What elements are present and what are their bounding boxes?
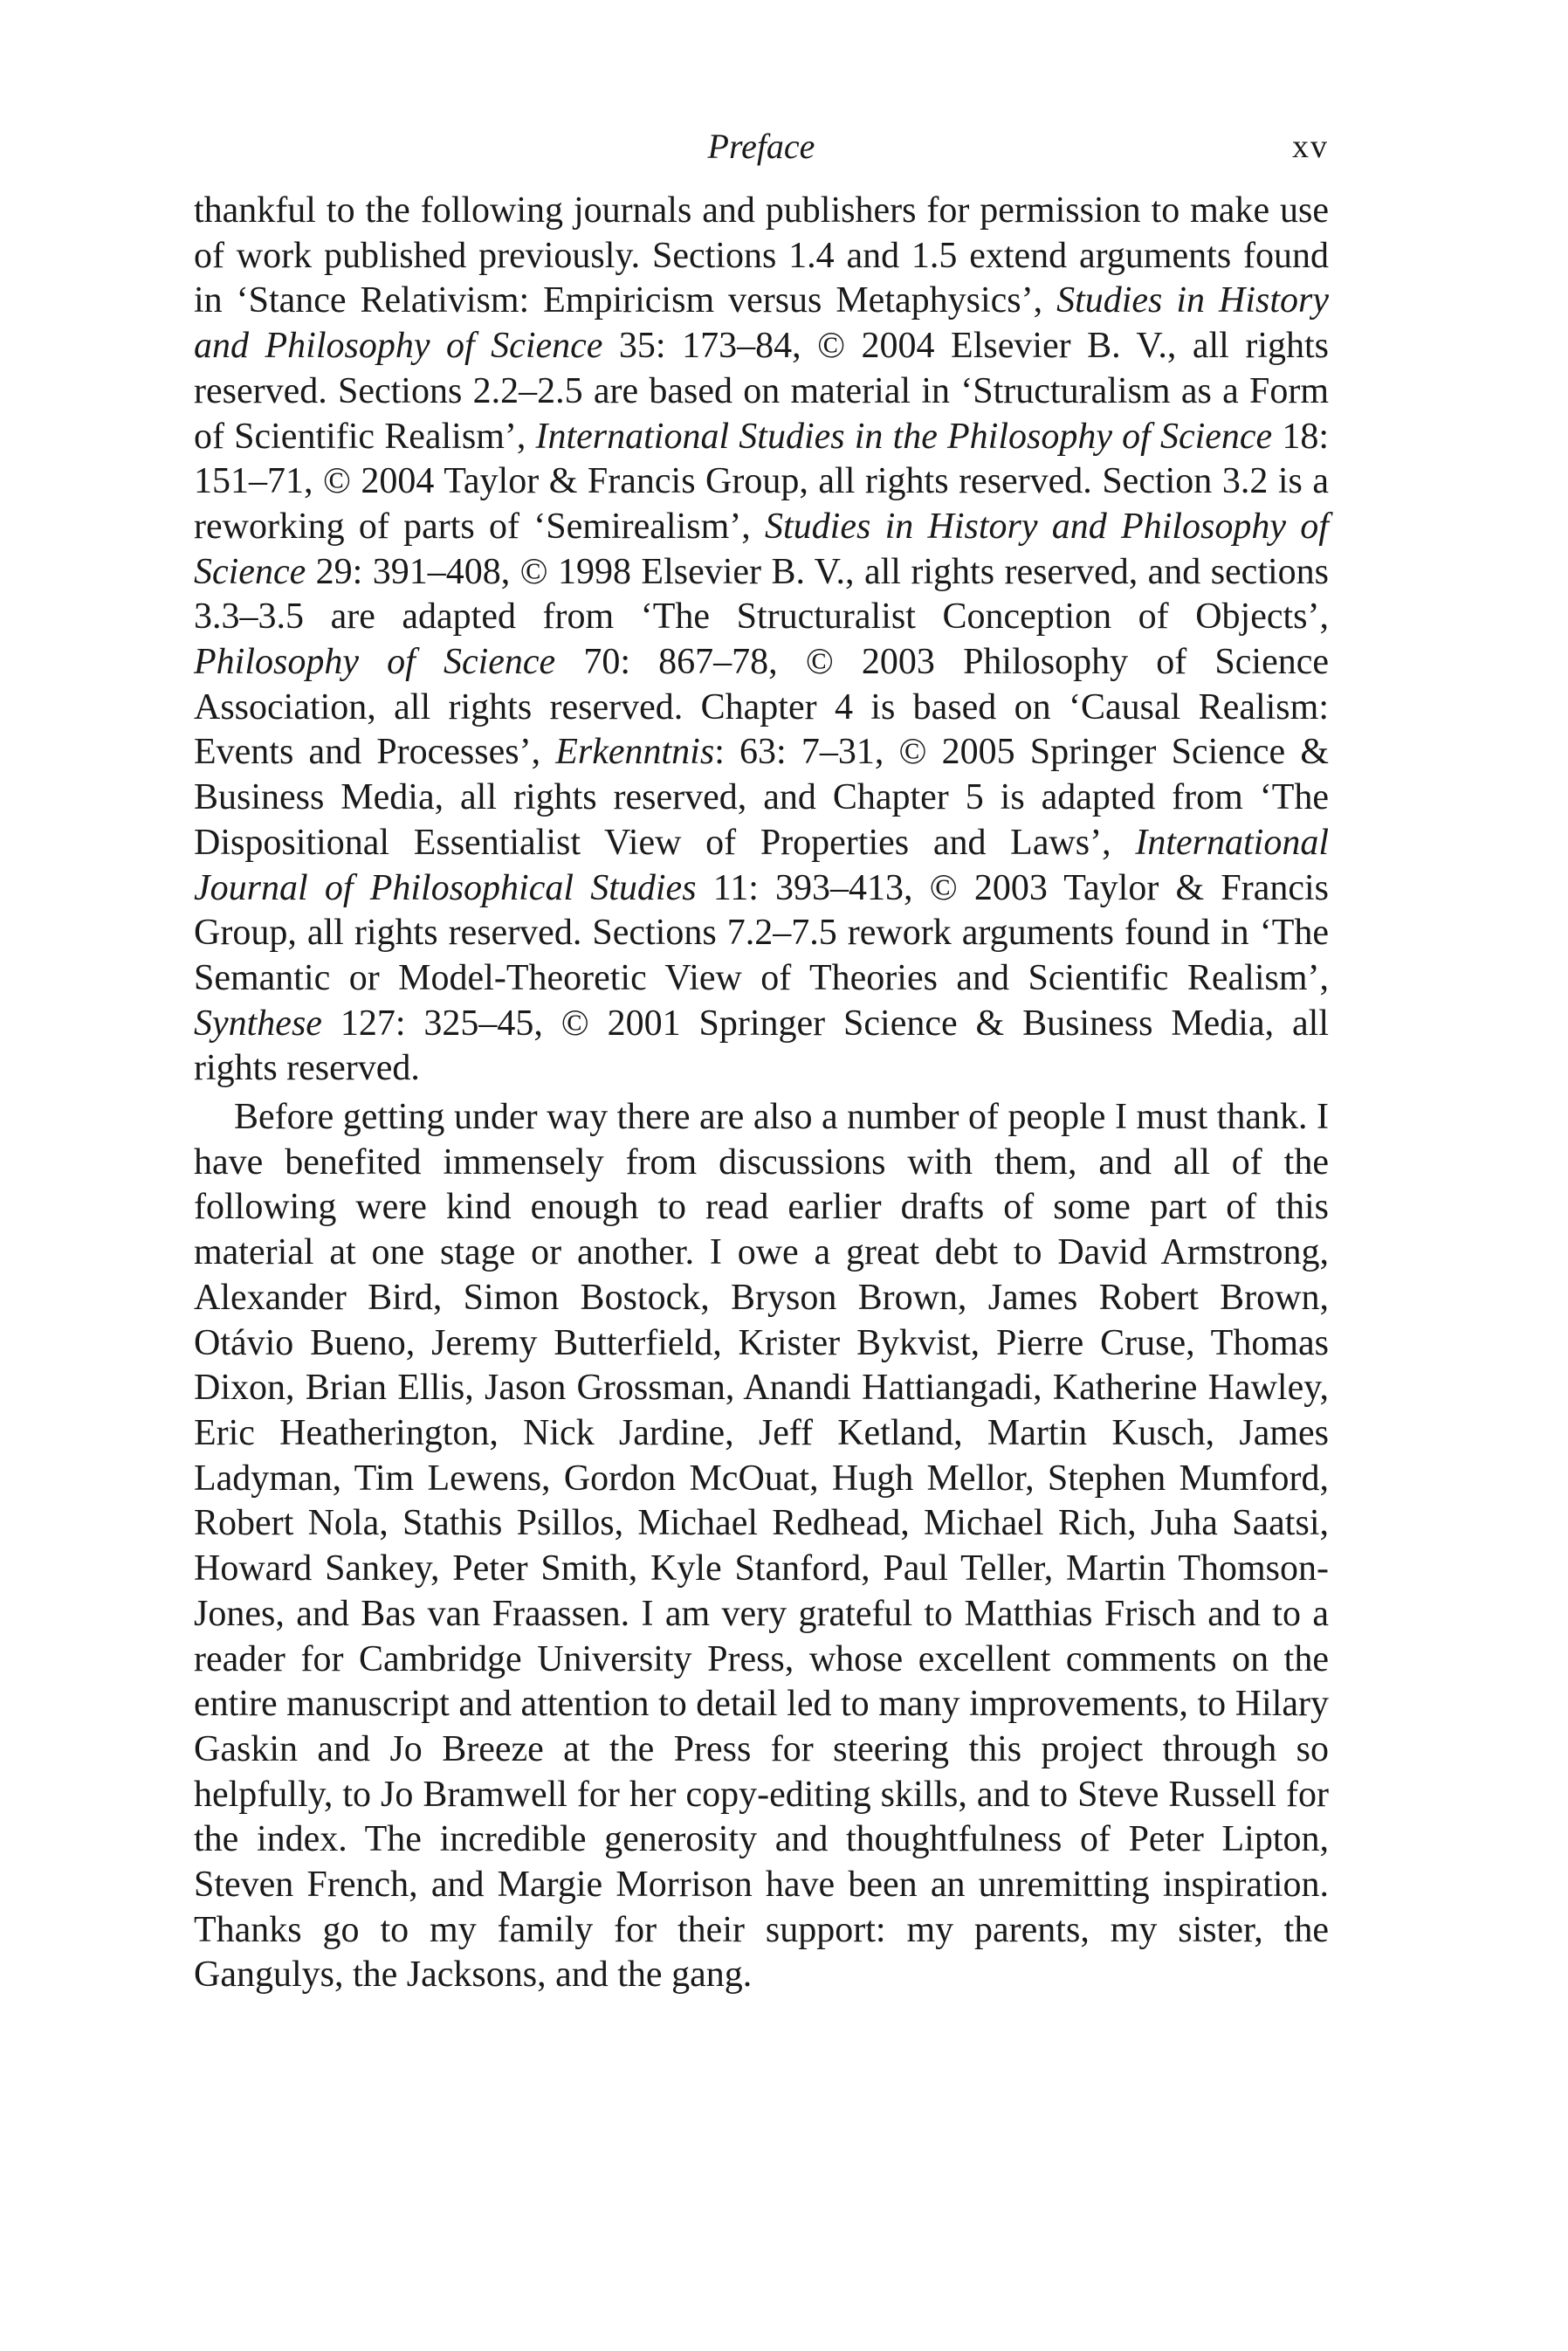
text-segment: 11: 393–413, © 2003 Taylor & Francis Group, all rights reserved. Sections 7.2–7.5 rework arguments found in ‘The Semantic or Model-Theoretic View of Theories and Scientific Realism’, bbox=[194, 867, 1330, 998]
text-segment: 29: 391–408, © 1998 Elsevier B. V., all rights reserved, and sections 3.3–3.5 are adapted from ‘The Structuralist Conception of Objects’, bbox=[194, 551, 1329, 638]
text-segment: : 63: 7–31, © 2005 Springer Science & Business Media, all rights reserved, and Chapter 5 is adapted from ‘The Dispositional Essentialist View of Properties and Laws’, bbox=[194, 732, 1329, 863]
text-segment: thankful to the following journals and publishers for permission to make use of work published previously. Sections 1.4 and 1.5 extend arguments found in ‘Stance Relativism: Empiricism versus Metaphysics’, bbox=[194, 190, 1329, 321]
paragraph-acknowledgements bbox=[194, 1095, 1329, 1998]
page-number: xv bbox=[1292, 128, 1329, 165]
journal-title: Studies in History and Philosophy of Science bbox=[194, 280, 1329, 367]
journal-title: Synthese bbox=[194, 1003, 322, 1044]
paragraph-permissions bbox=[194, 189, 1329, 1092]
body-text bbox=[194, 189, 1329, 1998]
journal-title: Philosophy of Science bbox=[194, 642, 556, 683]
running-title: Preface bbox=[707, 127, 815, 166]
journal-title: International Journal of Philosophical Studies bbox=[194, 822, 1329, 908]
text-segment: 18: 151–71, © 2004 Taylor & Francis Group, all rights reserved. Section 3.2 is a reworking of parts of ‘Semirealism’, bbox=[194, 416, 1329, 547]
text-segment: 35: 173–84, © 2004 Elsevier B. V., all rights reserved. Sections 2.2–2.5 are based on material in ‘Structuralism as a Form of Scientific Realism’, bbox=[194, 326, 1329, 457]
running-head bbox=[194, 122, 1329, 175]
text-segment: 127: 325–45, © 2001 Springer Science & Business Media, all rights reserved. bbox=[194, 1003, 1329, 1089]
journal-title: Studies in History and Philosophy of Science bbox=[194, 506, 1329, 592]
text-segment: 70: 867–78, © 2003 Philosophy of Science Association, all rights reserved. Chapter 4 is based on ‘Causal Realism: Events and Processes’, bbox=[194, 642, 1329, 773]
journal-title: Erkenntnis bbox=[555, 732, 715, 773]
text-segment: Before getting under way there are also a number of people I must thank. I have benefited immensely from discussions with them, and all of the following were kind enough to read earlier drafts of some part of this material at one stage or another. I owe a great debt to David Armstrong, Alexander Bird, Simon Bostock, Bryson Brown, James Robert Brown, Otávio Bueno, Jeremy Butterfield, Krister Bykvist, Pierre Cruse, Thomas Dixon, Brian Ellis, Jason Grossman, Anandi Hattiangadi, Katherine Hawley, Eric Heatherington, Nick Jardine, Jeff Ketland, Martin Kusch, James Ladyman, Tim Lewens, Gordon McOuat, Hugh Mellor, Stephen Mumford, Robert Nola, Stathis Psillos, Michael Redhead, Michael Rich, Juha Saatsi, Howard Sankey, Peter Smith, Kyle Stanford, Paul Teller, Martin Thomson-Jones, and Bas van Fraassen. I am very grateful to Matthias Frisch and to a reader for Cambridge University Press, whose excellent comments on the entire manuscript and attention to detail led to many improvements, to Hilary Gaskin and Jo Breeze at the Press for steering this project through so helpfully, to Jo Bramwell for her copy-editing skills, and to Steve Russell for the index. The incredible generosity and thoughtfulness of Peter Lipton, Steven French, and Margie Morrison have been an unremitting inspiration. Thanks go to my family for their support: my parents, my sister, the Gangulys, the Jacksons, and the gang. bbox=[194, 1097, 1329, 1996]
journal-title: International Studies in the Philosophy of Science bbox=[535, 416, 1273, 457]
